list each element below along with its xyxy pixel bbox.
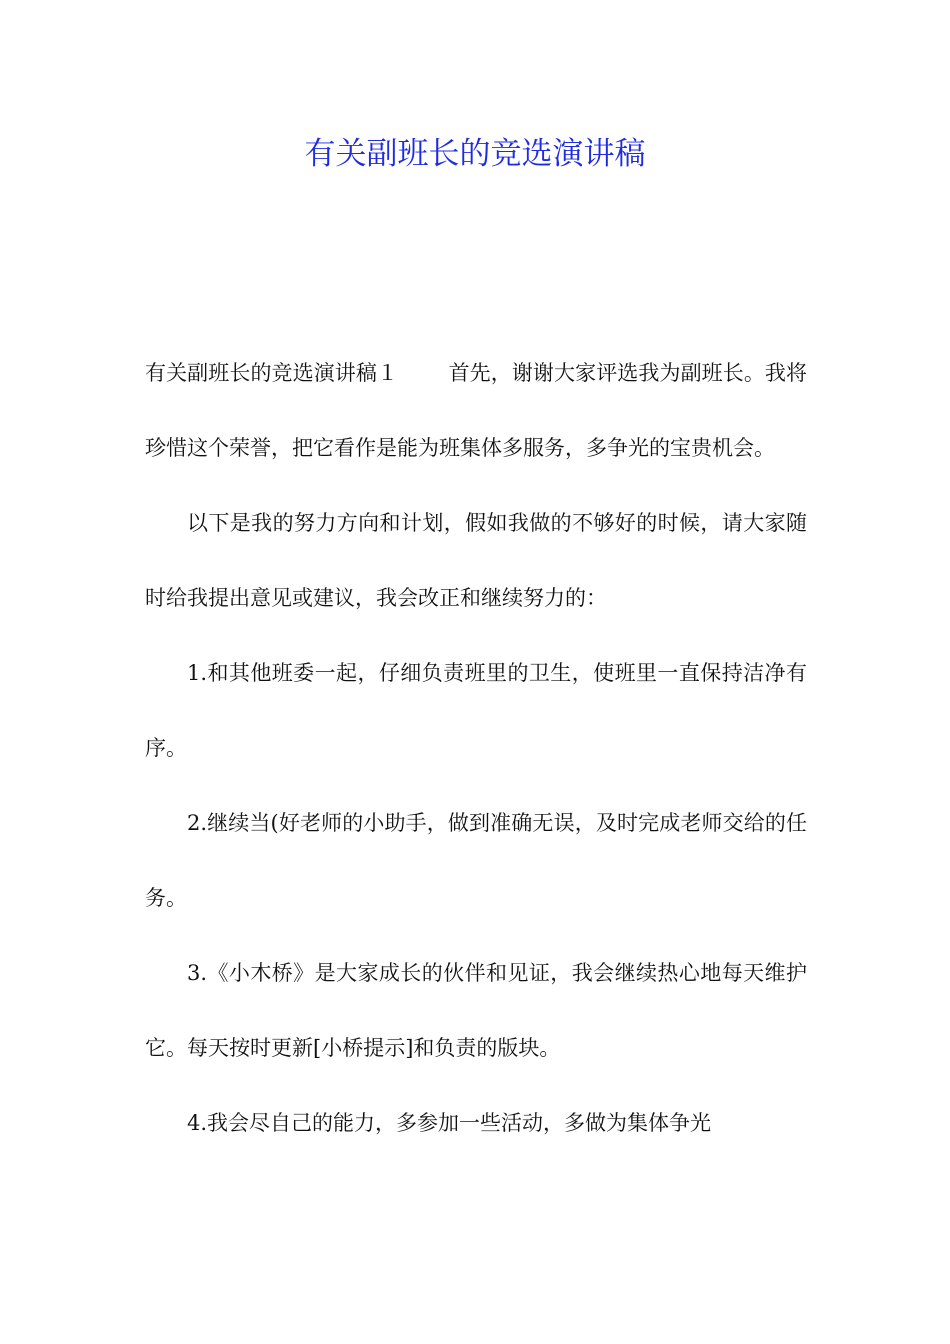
paragraph-text: 首先，谢谢大家评选我为副班长。我将珍惜这个荣誉，把它看作是能为班集体多服务，多争光的宝贵机会。	[145, 361, 808, 460]
paragraph-item-2: 2.继续当(好老师的小助手，做到准确无误，及时完成老师交给的任务。	[145, 811, 807, 910]
paragraph-item-1: 1.和其他班委一起，仔细负责班里的卫生，使班里一直保持洁净有序。	[145, 661, 807, 760]
paragraph-item-3: 3.《小木桥》是大家成长的伙伴和见证，我会继续热心地每天维护它。每天按时更新[小桥提示]和负责的版块。	[145, 961, 807, 1060]
section-heading: 有关副班长的竞选演讲稿１	[145, 361, 399, 385]
document-title: 有关副班长的竞选演讲稿	[304, 136, 646, 172]
document-body	[145, 336, 807, 1161]
paragraph-item-4: 4.我会尽自己的能力，多参加一些活动，多做为集体争光	[187, 1111, 712, 1135]
paragraph-intro	[145, 336, 807, 486]
paragraph-plan: 以下是我的努力方向和计划，假如我做的不够好的时候，请大家随时给我提出意见或建议，我会改正和继续努力的：	[145, 511, 807, 610]
